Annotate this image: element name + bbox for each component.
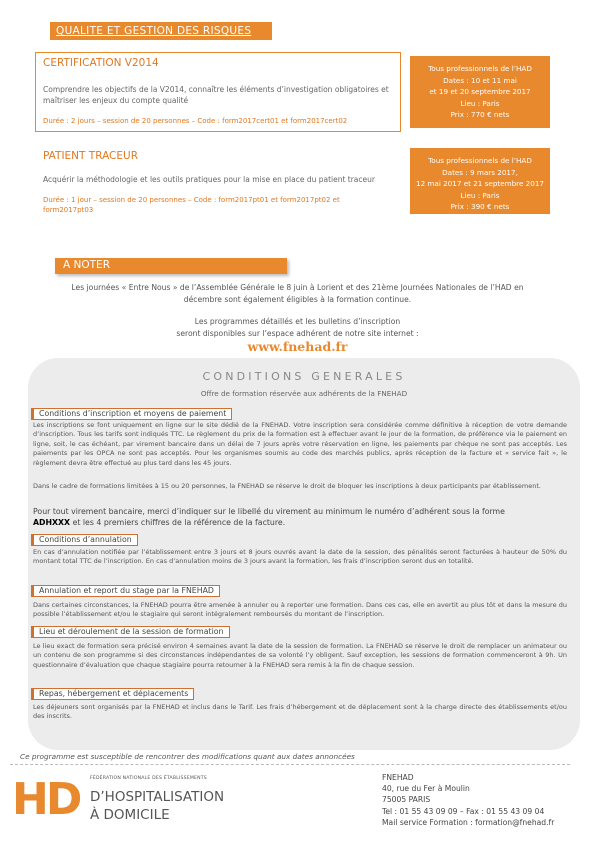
conditions-inscription-text: Dans le cadre de formations limitées à 15 ou 20 personnes, la FNEHAD se réserve le droit de bloquer les inscriptions à deux participants par établissement.	[33, 482, 541, 490]
virement-code: ADHXXX	[33, 518, 71, 527]
info-audience: Tous professionnels de l’HAD	[428, 64, 532, 73]
training-patient-traceur-box	[35, 145, 401, 217]
logo-text: À DOMICILE	[90, 807, 170, 823]
virement-text: et les 4 premiers chiffres de la référence de la facture.	[72, 518, 286, 527]
conditions-annulation-text: En cas d’annulation notifiée par l’établissement entre 3 jours et 8 jours ouvrés avant la date de la session, des pénalités seront facturées à hauteur de 50% du montant total TTC de l’inscription. En cas d’annulation moins de 3 jours avant la formation, les frais d’inscription seront dus en totalité.	[33, 548, 567, 566]
conditions-subtitle: Offre de formation réservée aux adhérents de la FNEHAD	[200, 389, 408, 398]
info-price: Prix : 390 € nets	[450, 202, 510, 211]
training-info-box	[410, 148, 550, 214]
info-dates: Dates : 9 mars 2017,	[442, 167, 518, 177]
training-info-box	[410, 56, 550, 128]
training-description: maîtriser les enjeux du compte qualité	[43, 96, 189, 105]
training-title: CERTIFICATION V2014	[43, 57, 159, 69]
logo-federation-text: FÉDÉRATION NATIONALE DES ÉTABLISSEMENTS	[90, 776, 207, 781]
conditions-report-text: Dans certaines circonstances, la FNEHAD pourra être amenée à annuler ou à reporter une formation. Dans ces cas, elle en avertit au plus tôt et dans la mesure du possible l’établissement et/ou le stagiaire qui seront intégralement remboursés du montant de l’inscription.	[33, 601, 567, 619]
footer-disclaimer: Ce programme est susceptible de rencontrer des modifications quant aux dates annoncées	[20, 752, 355, 761]
info-dates: 12 mai 2017 et 21 septembre 2017	[416, 179, 544, 188]
training-certification-box	[35, 52, 401, 132]
section-header-qualite: QUALITE ET GESTION DES RISQUES	[50, 22, 272, 40]
info-dates: et 19 et 20 septembre 2017	[429, 87, 531, 96]
logo-mark-icon: HD	[12, 774, 80, 825]
website-link[interactable]: www.fnehad.fr	[247, 339, 348, 354]
section-header-noter: A NOTER	[55, 258, 287, 274]
footer-divider	[10, 764, 570, 765]
conditions-annulation-heading: Conditions d’annulation	[31, 534, 138, 546]
address-line: Tel : 01 55 43 09 09 – Fax : 01 55 43 09 04	[382, 806, 545, 816]
address-line: 40, rue du Fer à Moulin	[382, 784, 470, 794]
conditions-title: CONDITIONS GENERALES	[202, 370, 406, 383]
address-email[interactable]: Mail service Formation : formation@fnehad.fr	[382, 817, 555, 827]
fnehad-logo	[12, 772, 247, 832]
info-dates: Dates : 10 et 11 mai	[443, 75, 517, 85]
programmes-line: seront disponibles sur l’espace adhérent de notre site internet :	[176, 328, 419, 338]
training-title: PATIENT TRACEUR	[43, 150, 139, 162]
info-audience: Tous professionnels de l’HAD	[428, 156, 532, 165]
info-price: Prix : 770 € nets	[450, 110, 510, 119]
noter-text	[40, 282, 555, 305]
training-duration: Durée : 1 jour – session de 20 personnes – Code : form2017pt01 et form2017pt02 et	[43, 196, 340, 204]
info-location: Lieu : Paris	[460, 98, 500, 108]
contact-address	[382, 772, 554, 828]
virement-text: Pour tout virement bancaire, merci d’indiquer sur le libellé du virement au minimum le numéro d’adhérent sous la forme	[33, 507, 505, 516]
training-description: Acquérir la méthodologie et les outils pratiques pour la mise en place du patient traceur	[43, 175, 375, 184]
info-location: Lieu : Paris	[460, 190, 500, 200]
conditions-report-heading: Annulation et report du stage par la FNEHAD	[31, 585, 220, 597]
logo-text: D’HOSPITALISATION	[90, 789, 225, 805]
conditions-lieu-text: Le lieu exact de formation sera précisé environ 4 semaines avant la date de la session de formation. La FNEHAD se réserve le droit de remplacer un animateur ou un contenu de son programme si des circonstances indépendantes de sa volonté l’y obligent. Sauf exception, les sessions de formation commenceront à 9h. Un questionnaire d’évaluation que chaque stagiaire pourra retourner à la FNEHAD sera remis à la fin de chaque session.	[33, 642, 567, 669]
conditions-lieu-heading: Lieu et déroulement de la session de formation	[31, 626, 230, 638]
noter-line: décembre sont également éligibles à la formation continue.	[183, 294, 412, 304]
programmes-line: Les programmes détaillés et les bulletins d’inscription	[194, 317, 401, 326]
noter-line: Les journées « Entre Nous » de l’Assemblée Générale le 8 juin à Lorient et des 21ème Journées Nationales de l’HAD en	[71, 283, 524, 292]
conditions-repas-heading: Repas, hébergement et déplacements	[31, 688, 194, 700]
address-line: 75005 PARIS	[382, 795, 431, 805]
conditions-inscription-heading: Conditions d’inscription et moyens de paiement	[31, 408, 232, 420]
virement-instructions	[33, 506, 567, 528]
training-description: Comprendre les objectifs de la V2014, connaître les éléments d’investigation obligatoires et	[43, 85, 389, 94]
training-duration: Durée : 2 jours – session de 20 personnes – Code : form2017cert01 et form2017cert02	[43, 117, 348, 125]
address-line: FNEHAD	[382, 773, 414, 782]
conditions-inscription-text: Les inscriptions se font uniquement en ligne sur le site dédié de la FNEHAD. Votre inscription sera considérée comme définitive à réception de votre demande d’inscription. Tous les tarifs sont indiqués TTC. Le règlement du prix de la formation est à effectuer avant le jour de la formation, de préférence via le paiement en ligne, soit, le cas échéant, par virement bancaire dans un délai de 7 jours après votre réservation en ligne, les paiements par chèque ne sont pas acceptés. Les paiements par les OPCA ne sont pas acceptés. Pour les organismes soumis au code des marchés publics, après réception de la facture et « service fait », le règlement devra être effectué au plus tard dans les 45 jours.	[33, 421, 567, 467]
programmes-text	[40, 316, 555, 339]
training-duration: form2017pt03	[43, 206, 94, 214]
conditions-repas-text: Les déjeuners sont organisés par la FNEHAD et inclus dans le Tarif. Les frais d’hébergement et de déplacement sont à la charge directe des établissements et/ou des inscrits.	[33, 703, 567, 721]
